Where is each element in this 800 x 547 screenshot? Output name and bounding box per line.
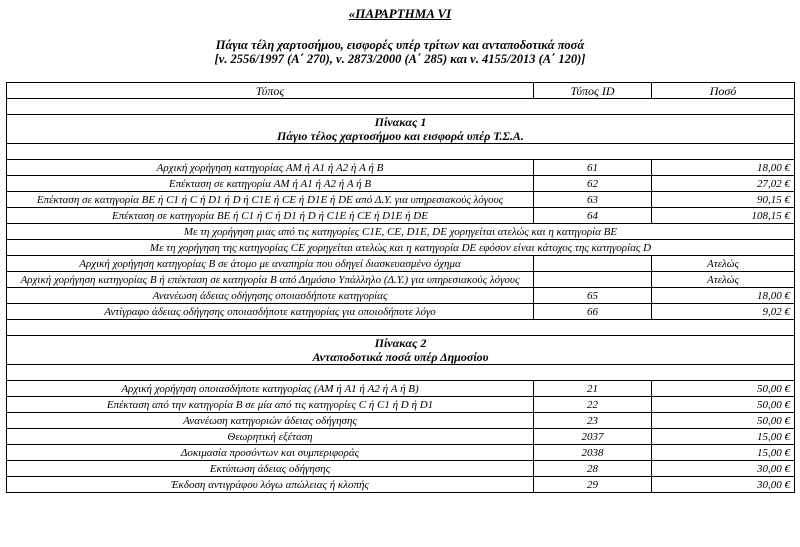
annex-title: «ΠΑΡΑΡΤΗΜΑ VI bbox=[348, 6, 452, 21]
row-amount: Ατελώς bbox=[652, 256, 795, 272]
row-id: 29 bbox=[534, 477, 652, 493]
row-id: 2037 bbox=[534, 429, 652, 445]
table-row bbox=[7, 461, 795, 477]
table-row bbox=[7, 288, 795, 304]
table-row bbox=[7, 477, 795, 493]
row-type: Αρχική χορήγηση κατηγορίας B ή επέκταση σε κατηγορία B από Δημόσιο Υπάλληλο (Δ.Υ.) για υπηρεσιακούς λόγους bbox=[7, 272, 534, 288]
row-amount: 90,15 € bbox=[652, 192, 795, 208]
fees-table bbox=[6, 82, 795, 493]
row-type: Έκδοση αντιγράφου λόγω απώλειας ή κλοπής bbox=[7, 477, 534, 493]
row-id: 2038 bbox=[534, 445, 652, 461]
row-type: Δοκιμασία προσόντων και συμπεριφοράς bbox=[7, 445, 534, 461]
table1-title: Πίνακας 1 bbox=[374, 115, 427, 129]
row-type: Επέκταση σε κατηγορία BE ή C1 ή C ή D1 ή D ή C1E ή CE ή D1E ή DE bbox=[7, 208, 534, 224]
row-amount: 30,00 € bbox=[652, 461, 795, 477]
note-text: Με τη χορήγηση μιας από τις κατηγορίες C1E, CE, D1E, DE χορηγείται ατελώς και η κατηγορία BE bbox=[7, 224, 795, 240]
table2-heading-row bbox=[7, 336, 795, 365]
row-id: 64 bbox=[534, 208, 652, 224]
row-type: Αρχική χορήγηση οποιασδήποτε κατηγορίας (AM ή A1 ή A2 ή A ή B) bbox=[7, 381, 534, 397]
row-id: 28 bbox=[534, 461, 652, 477]
row-type: Αρχική χορήγηση κατηγορίας B σε άτομο με αναπηρία που οδηγεί διασκευασμένο όχημα bbox=[7, 256, 534, 272]
row-amount: Ατελώς bbox=[652, 272, 795, 288]
table-row bbox=[7, 445, 795, 461]
table-row bbox=[7, 176, 795, 192]
row-type: Επέκταση σε κατηγορία AM ή A1 ή A2 ή A ή B bbox=[7, 176, 534, 192]
legal-references: [ν. 2556/1997 (Α΄ 270), ν. 2873/2000 (Α΄ 285) και ν. 4155/2013 (Α΄ 120)] bbox=[214, 52, 586, 66]
row-amount: 30,00 € bbox=[652, 477, 795, 493]
row-amount: 9,02 € bbox=[652, 304, 795, 320]
row-id bbox=[534, 272, 652, 288]
spacer-row bbox=[7, 144, 795, 160]
row-id: 22 bbox=[534, 397, 652, 413]
row-type: Επέκταση σε κατηγορία BE ή C1 ή C ή D1 ή D ή C1E ή CE ή D1E ή DE από Δ.Υ. για υπηρεσιακούς λόγους bbox=[7, 192, 534, 208]
table-row bbox=[7, 160, 795, 176]
row-id: 63 bbox=[534, 192, 652, 208]
row-type: Θεωρητική εξέταση bbox=[7, 429, 534, 445]
table1-heading bbox=[7, 115, 795, 144]
table-row bbox=[7, 304, 795, 320]
row-id: 23 bbox=[534, 413, 652, 429]
table-row bbox=[7, 381, 795, 397]
row-amount: 50,00 € bbox=[652, 381, 795, 397]
row-type: Αρχική χορήγηση κατηγορίας AM ή A1 ή A2 ή A ή B bbox=[7, 160, 534, 176]
column-header-type-id: Τύπος ID bbox=[534, 83, 652, 99]
spacer-row bbox=[7, 320, 795, 336]
document-subtitle: Πάγια τέλη χαρτοσήμου, εισφορές υπέρ τρίτων και ανταποδοτικά ποσά bbox=[215, 38, 585, 52]
row-type: Επέκταση από την κατηγορία B σε μία από τις κατηγορίες C ή C1 ή D ή D1 bbox=[7, 397, 534, 413]
column-header-type: Τύπος bbox=[7, 83, 534, 99]
row-id bbox=[534, 256, 652, 272]
table-row bbox=[7, 397, 795, 413]
table2-title: Πίνακας 2 bbox=[374, 336, 427, 350]
row-type: Ανανέωση κατηγοριών άδειας οδήγησης bbox=[7, 413, 534, 429]
note-row bbox=[7, 240, 795, 256]
row-amount: 108,15 € bbox=[652, 208, 795, 224]
table-row bbox=[7, 272, 795, 288]
table2-heading bbox=[7, 336, 795, 365]
column-header-row bbox=[7, 83, 795, 99]
row-amount: 18,00 € bbox=[652, 288, 795, 304]
row-id: 66 bbox=[534, 304, 652, 320]
row-amount: 50,00 € bbox=[652, 413, 795, 429]
table-row bbox=[7, 256, 795, 272]
row-id: 61 bbox=[534, 160, 652, 176]
spacer-row bbox=[7, 365, 795, 381]
table2-subtitle: Ανταποδοτικά ποσά υπέρ Δημοσίου bbox=[312, 350, 489, 364]
table-row bbox=[7, 192, 795, 208]
row-type: Αντίγραφο άδειας οδήγησης οποιασδήποτε κατηγορίας για οποιοδήποτε λόγο bbox=[7, 304, 534, 320]
row-amount: 15,00 € bbox=[652, 445, 795, 461]
row-amount: 50,00 € bbox=[652, 397, 795, 413]
row-type: Εκτύπωση άδειας οδήγησης bbox=[7, 461, 534, 477]
row-type: Ανανέωση άδειας οδήγησης οποιασδήποτε κατηγορίας bbox=[7, 288, 534, 304]
column-header-amount: Ποσό bbox=[652, 83, 795, 99]
row-id: 62 bbox=[534, 176, 652, 192]
row-id: 21 bbox=[534, 381, 652, 397]
table1-subtitle: Πάγιο τέλος χαρτοσήμου και εισφορά υπέρ Τ.Σ.Α. bbox=[277, 129, 524, 143]
row-amount: 18,00 € bbox=[652, 160, 795, 176]
table1-heading-row bbox=[7, 115, 795, 144]
row-amount: 15,00 € bbox=[652, 429, 795, 445]
row-id: 65 bbox=[534, 288, 652, 304]
table-row bbox=[7, 208, 795, 224]
table-row bbox=[7, 413, 795, 429]
row-amount: 27,02 € bbox=[652, 176, 795, 192]
table-row bbox=[7, 429, 795, 445]
note-text: Με τη χορήγηση της κατηγορίας CE χορηγείται ατελώς και η κατηγορία DE εφόσον είναι κάτοχος της κατηγορίας D bbox=[7, 240, 795, 256]
spacer-row bbox=[7, 99, 795, 115]
note-row bbox=[7, 224, 795, 240]
